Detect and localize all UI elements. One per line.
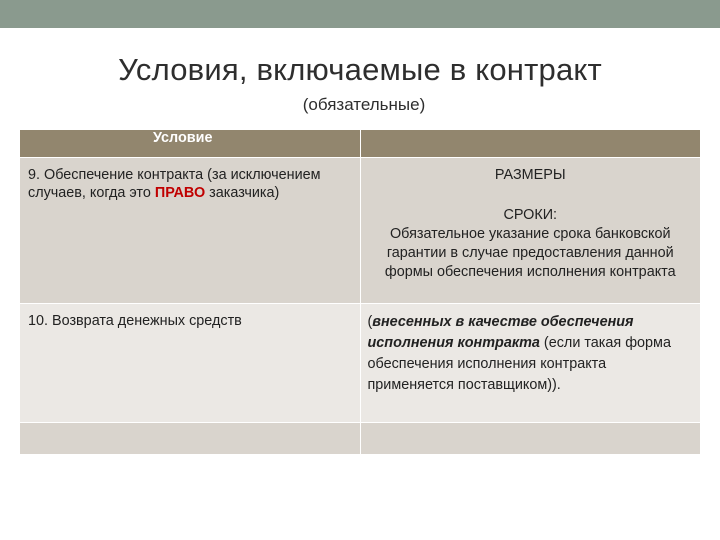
row2-open-paren: ( (367, 314, 373, 330)
header-label-condition: Условие (153, 130, 213, 146)
conditions-table (19, 129, 701, 455)
row1-sizes-label: РАЗМЕРЫ (494, 167, 566, 183)
table-row-empty (20, 423, 701, 455)
row2-condition-text: 10. Возврата денежных средств (28, 313, 242, 329)
row1-condition-suffix: заказчика) (205, 185, 280, 201)
row1-condition-text: 9. Обеспечение контракта (за исключением случаев, когда это (28, 167, 321, 201)
slide-subtitle: (обязательные) (302, 95, 426, 114)
slide-title: Условия, включаемые в контракт (118, 52, 602, 87)
header-cell-empty (360, 130, 701, 158)
row3-empty-cell-left (20, 423, 361, 455)
row1-condition-cell (20, 158, 361, 304)
row2-condition-cell (20, 304, 361, 423)
row1-terms-label: СРОКИ: (503, 207, 558, 223)
row2-rest-text: (если такая форма обеспечения исполнения контракта применяется поставщиком)). (367, 335, 671, 393)
row2-emphasis-text: внесенных в качестве обеспечения исполнения контракта (367, 314, 634, 351)
row1-details-cell (360, 158, 701, 304)
table-header-row (20, 130, 701, 158)
header-cell-condition (20, 130, 361, 158)
row2-details-cell (360, 304, 701, 423)
row3-empty-cell-right (360, 423, 701, 455)
table-row (20, 304, 701, 423)
right-highlight-word: ПРАВО (154, 185, 206, 201)
top-decor-band (0, 0, 720, 28)
row1-terms-text: Обязательное указание срока банковской гарантии в случае предоставления данной формы обеспечения исполнения контракта (384, 226, 676, 280)
table-row (20, 158, 701, 304)
row1-spacer (367, 185, 695, 206)
